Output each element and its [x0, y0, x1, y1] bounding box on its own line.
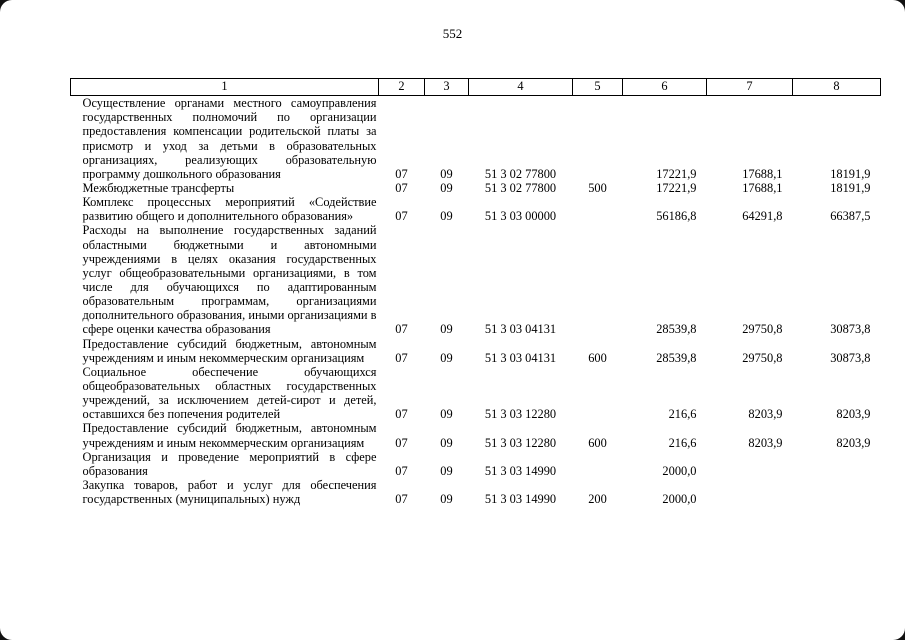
cell-name: Предоставление субсидий бюджетным, автономным учреждениям и иным некоммерческим организациям — [82, 336, 377, 365]
cell-subsection: 09 — [440, 350, 453, 365]
cell-amount-year1: 56186,8 — [656, 209, 697, 224]
budget-table — [70, 78, 881, 506]
cell-target-article: 51 3 03 04131 — [484, 322, 557, 337]
table-row — [71, 223, 881, 336]
column-number-1: 1 — [71, 79, 379, 96]
cell-subsection: 09 — [440, 180, 453, 195]
cell-amount-year2: 29750,8 — [742, 350, 783, 365]
cell-target-article: 51 3 03 14990 — [484, 463, 557, 478]
cell-target-article: 51 3 03 04131 — [484, 350, 557, 365]
cell-target-article: 51 3 02 77800 — [484, 166, 557, 181]
cell-amount-year3: 30873,8 — [830, 350, 871, 365]
cell-amount-year2 — [707, 450, 793, 478]
cell-expense-type — [573, 365, 623, 422]
cell-amount-year2: 17688,1 — [742, 166, 783, 181]
table-row — [71, 421, 881, 449]
cell-target-article: 51 3 03 12280 — [484, 407, 557, 422]
cell-name: Межбюджетные трансферты — [82, 180, 235, 195]
column-number-8: 8 — [793, 79, 881, 96]
column-number-5: 5 — [573, 79, 623, 96]
cell-expense-type: 200 — [588, 492, 607, 507]
table-row — [71, 96, 881, 181]
cell-amount-year3 — [793, 478, 881, 506]
cell-section: 07 — [395, 166, 408, 181]
table-row — [71, 195, 881, 223]
cell-amount-year1: 2000,0 — [662, 463, 697, 478]
table-row — [71, 181, 881, 195]
cell-amount-year2: 64291,8 — [742, 209, 783, 224]
table-row — [71, 478, 881, 506]
cell-amount-year1: 28539,8 — [656, 350, 697, 365]
cell-amount-year2: 8203,9 — [748, 407, 783, 422]
table-row — [71, 450, 881, 478]
cell-expense-type: 600 — [588, 435, 607, 450]
table-header-row — [71, 79, 881, 96]
cell-subsection: 09 — [440, 407, 453, 422]
cell-expense-type — [573, 223, 623, 336]
cell-amount-year2: 8203,9 — [748, 435, 783, 450]
cell-subsection: 09 — [440, 463, 453, 478]
page-number: 552 — [442, 26, 463, 41]
table-row — [71, 337, 881, 365]
cell-section: 07 — [395, 180, 408, 195]
cell-subsection: 09 — [440, 209, 453, 224]
cell-amount-year1: 216,6 — [668, 407, 697, 422]
cell-amount-year3 — [793, 450, 881, 478]
cell-amount-year3: 8203,9 — [836, 435, 871, 450]
cell-target-article: 51 3 02 77800 — [484, 180, 557, 195]
cell-expense-type — [573, 96, 623, 181]
column-number-2: 2 — [379, 79, 425, 96]
cell-amount-year1: 2000,0 — [662, 492, 697, 507]
cell-amount-year3: 18191,9 — [830, 166, 871, 181]
cell-amount-year3: 30873,8 — [830, 322, 871, 337]
cell-name: Комплекс процессных мероприятий «Содействие развитию общего и дополнительного образования» — [82, 195, 377, 224]
cell-expense-type: 600 — [588, 350, 607, 365]
cell-amount-year1: 17221,9 — [656, 180, 697, 195]
cell-amount-year1: 17221,9 — [656, 166, 697, 181]
table-row — [71, 365, 881, 422]
column-number-7: 7 — [707, 79, 793, 96]
cell-expense-type — [573, 450, 623, 478]
cell-amount-year1: 28539,8 — [656, 322, 697, 337]
cell-amount-year1: 216,6 — [668, 435, 697, 450]
cell-amount-year2: 17688,1 — [742, 180, 783, 195]
cell-subsection: 09 — [440, 166, 453, 181]
cell-amount-year3: 66387,5 — [830, 209, 871, 224]
cell-section: 07 — [395, 407, 408, 422]
cell-name: Социальное обеспечение обучающихся общеобразовательных областных государственных учреждений, за исключением детей-сирот и детей, оставшихся без попечения родителей — [82, 364, 377, 422]
cell-amount-year3: 18191,9 — [830, 180, 871, 195]
cell-subsection: 09 — [440, 322, 453, 337]
cell-target-article: 51 3 03 14990 — [484, 492, 557, 507]
cell-name: Осуществление органами местного самоуправления государственных полномочий по организации предоставления компенсации родительской платы за присмотр и уход за детьми в образовательных организациях, реализующих образовательную программу дошкольного образования — [82, 96, 377, 181]
cell-name: Организация и проведение мероприятий в сфере образования — [82, 449, 377, 478]
cell-expense-type — [573, 195, 623, 223]
cell-name: Расходы на выполнение государственных заданий областными бюджетными и автономными учреждениями в целях оказания государственных услуг общеобразовательными организациями, в том числе для обучающихся по адаптированным образовательным программам, организациями дополнительного образования, иными организациями в сфере оценки качества образования — [82, 223, 377, 337]
cell-target-article: 51 3 03 00000 — [484, 209, 557, 224]
cell-subsection: 09 — [440, 492, 453, 507]
cell-amount-year3: 8203,9 — [836, 407, 871, 422]
cell-section: 07 — [395, 209, 408, 224]
cell-amount-year2: 29750,8 — [742, 322, 783, 337]
cell-subsection: 09 — [440, 435, 453, 450]
cell-target-article: 51 3 03 12280 — [484, 435, 557, 450]
cell-name: Закупка товаров, работ и услуг для обеспечения государственных (муниципальных) нужд — [82, 477, 377, 507]
cell-expense-type: 500 — [588, 180, 607, 195]
cell-name: Предоставление субсидий бюджетным, автономным учреждениям и иным некоммерческим организациям — [82, 421, 377, 450]
cell-section: 07 — [395, 350, 408, 365]
column-number-3: 3 — [425, 79, 469, 96]
column-number-4: 4 — [469, 79, 573, 96]
column-number-6: 6 — [623, 79, 707, 96]
cell-section: 07 — [395, 322, 408, 337]
cell-section: 07 — [395, 463, 408, 478]
cell-amount-year2 — [707, 478, 793, 506]
cell-section: 07 — [395, 435, 408, 450]
cell-section: 07 — [395, 492, 408, 507]
